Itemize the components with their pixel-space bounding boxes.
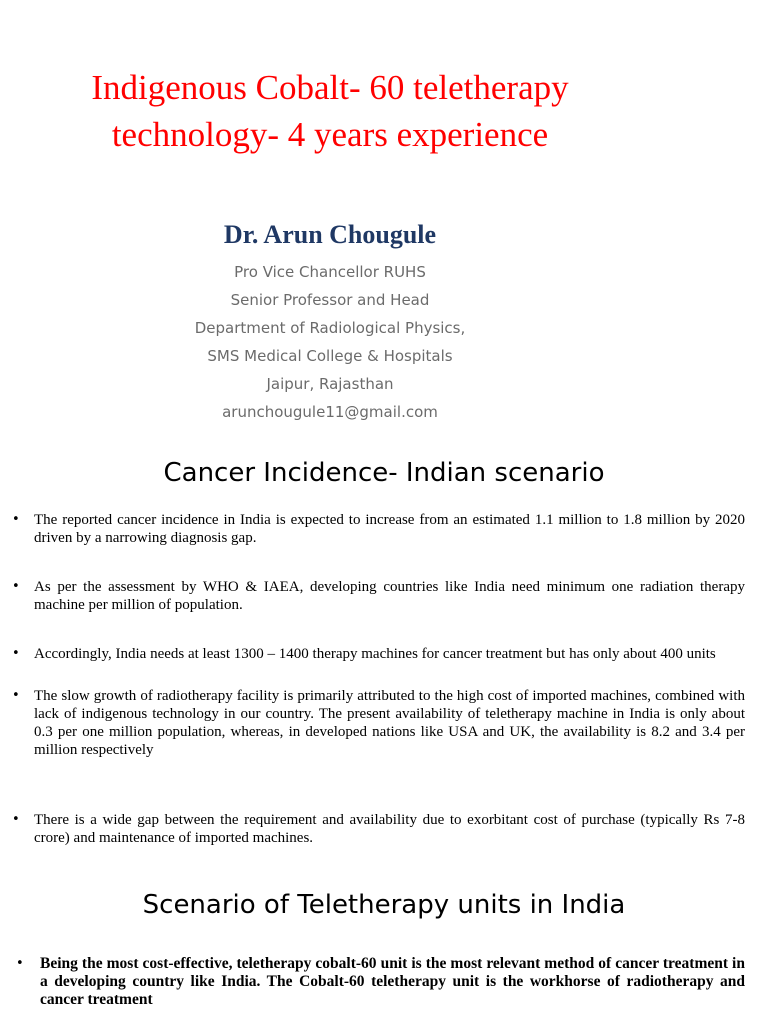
bullet-marker: •: [12, 812, 20, 827]
title-line-1: Indigenous Cobalt- 60 teletherapy: [91, 68, 569, 107]
author-email: arunchougule11@gmail.com: [222, 403, 438, 421]
bullet-marker: •: [12, 512, 20, 527]
section-heading-cancer-incidence: Cancer Incidence- Indian scenario: [163, 458, 605, 488]
affiliation-line: Department of Radiological Physics,: [194, 319, 466, 337]
list-item-text: There is a wide gap between the requirement and availability due to exorbitant cost of purchase (typically Rs 7-8 crore) and maintenance of imported machines.: [34, 812, 745, 846]
section-heading-teletherapy-scenario: Scenario of Teletherapy units in India: [142, 890, 626, 920]
list-item-text: The slow growth of radiotherapy facility is primarily attributed to the high cost of imported machines, combined with lack of indigenous technology in our country. The present availability of teletherapy machine in India is only about 0.3 per one million population, whereas, in developed nations like USA and UK, the availability is 8.2 and 3.4 per million respectively: [34, 688, 745, 758]
title-line-2: technology- 4 years experience: [111, 115, 549, 154]
slide-title: [0, 64, 660, 158]
author-name: Dr. Arun Chougule: [223, 220, 437, 249]
affiliation-line: Jaipur, Rajasthan: [266, 375, 394, 393]
list-item-text: Being the most cost-effective, teletherapy cobalt-60 unit is the most relevant method of cancer treatment in a developing country like India. The Cobalt-60 teletherapy unit is the workhorse of radiotherapy and cancer treatment: [40, 955, 745, 1008]
affiliation-line: SMS Medical College & Hospitals: [207, 347, 453, 365]
list-item-text: As per the assessment by WHO & IAEA, developing countries like India need minimum one radiation therapy machine per million of population.: [34, 579, 745, 613]
bullet-marker: •: [12, 688, 20, 703]
affiliation-line: Senior Professor and Head: [230, 291, 430, 309]
bullet-marker: •: [12, 579, 20, 594]
affiliation-line: Pro Vice Chancellor RUHS: [234, 263, 426, 281]
bullet-marker: •: [16, 956, 24, 971]
list-item-text: The reported cancer incidence in India is expected to increase from an estimated 1.1 million to 1.8 million by 2020 driven by a narrowing diagnosis gap.: [34, 512, 745, 546]
list-item-text: Accordingly, India needs at least 1300 – 1400 therapy machines for cancer treatment but has only about 400 units: [34, 646, 716, 662]
bullet-marker: •: [12, 646, 20, 661]
author-affiliation: [0, 258, 660, 426]
